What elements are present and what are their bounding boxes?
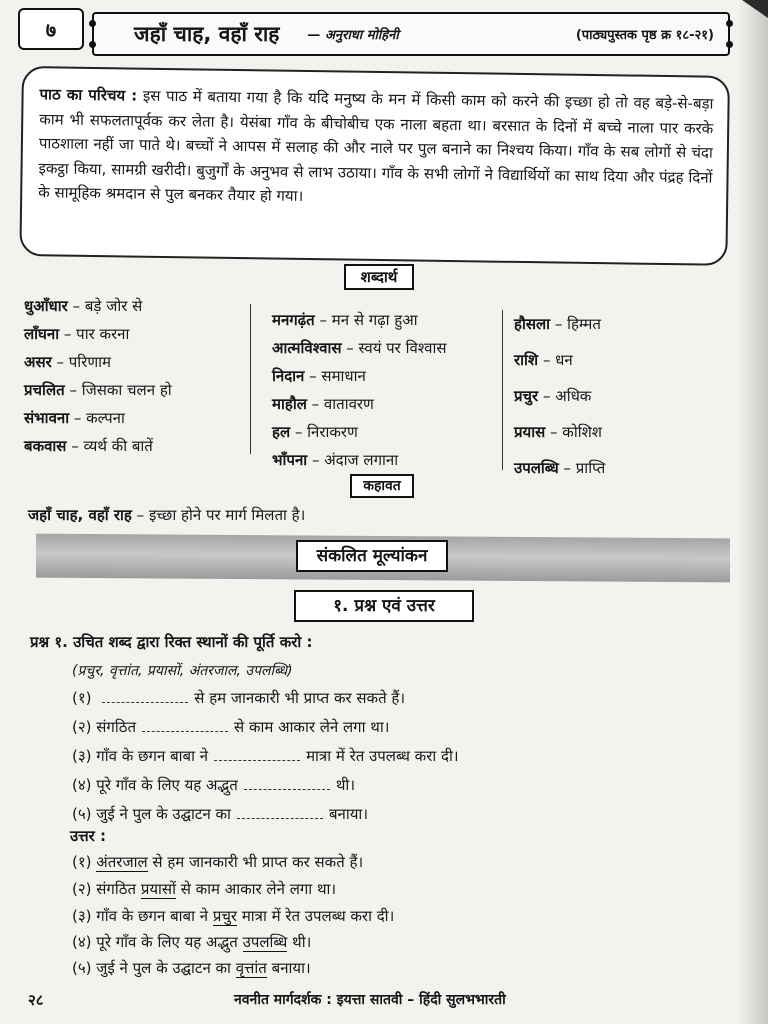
glossary-meaning: – वातावरण	[306, 395, 374, 413]
answer-number: (५)	[72, 959, 92, 977]
question-text: गाँव के छगन बाबा ने	[96, 747, 209, 765]
answer-text: पूरे गाँव के लिए यह अद्भुत	[96, 933, 243, 951]
question-text: जुई ने पुल के उद्घाटन का	[96, 805, 231, 823]
answer-number: (१)	[72, 853, 92, 871]
header-bullet-icon	[89, 41, 96, 48]
glossary-entry	[514, 314, 601, 334]
glossary-meaning: – मन से गढ़ा हुआ	[314, 311, 418, 329]
header-bullet-icon	[726, 41, 733, 48]
fill-blank	[244, 787, 330, 790]
lesson-author: — अनुराधा मोहिनी	[307, 28, 399, 43]
answer-item	[72, 958, 311, 978]
glossary-term: असर	[24, 353, 52, 371]
answer-word: वृत्तांत	[235, 959, 267, 977]
lesson-title: जहाँ चाह, वहाँ राह	[134, 22, 280, 46]
answer-text: थी।	[287, 933, 312, 951]
answer-number: (२)	[72, 880, 92, 898]
glossary-meaning: – पार करना	[59, 325, 130, 343]
glossary-entry	[272, 394, 374, 414]
glossary-entry	[24, 352, 111, 372]
glossary-term: लाँघना	[24, 325, 60, 343]
textbook-page-reference: (पाठ्यपुस्तक पृष्ठ क्र १८-२१)	[575, 28, 714, 43]
question-title: प्रश्न १. उचित शब्द द्वारा रिक्त स्थानों की पूर्ति करो :	[30, 633, 313, 651]
glossary-term: प्रचलित	[24, 381, 65, 399]
question-text: पूरे गाँव के लिए यह अद्भुत	[96, 776, 238, 794]
answer-word: अंतरजाल	[96, 853, 148, 871]
answer-text: से काम आकार लेने लगा था।	[175, 880, 337, 898]
lesson-number-box	[18, 8, 84, 50]
glossary-entry	[24, 380, 172, 400]
proverb-meaning: – इच्छा होने पर मार्ग मिलता है।	[131, 506, 306, 524]
answer-item	[72, 932, 311, 952]
glossary-meaning: – धन	[538, 351, 573, 369]
answer-word: उपलब्धि	[242, 933, 288, 951]
intro-text: इस पाठ में बताया गया है कि यदि मनुष्य के मन में किसी काम को करने की इच्छा हो तो वह बड़े-से-बड़ा काम भी सफलतापूर्वक कर लेता है। येसंबा गाँव के बीचोबीच एक नाला बहता था। बरसात के दिनों में बच्चे नाला पार करके पाठशाला नहीं जा पाते थे। बच्चों ने आपस में सलाह की और नाले पर पुल बनाने का निश्चय किया। गाँव के सब लोगों से चंदा इकट्ठा किया, सामग्री खरीदी। बुजुर्गों के अनुभव से लाभ उठाया। गाँव के सभी लोगों ने विद्यार्थियों का साथ दिया और पंद्रह दिनों के सामूहिक श्रमदान से पुल बनकर तैयार हो गया।	[38, 86, 714, 206]
glossary-term: प्रचुर	[514, 387, 539, 405]
answer-text: गाँव के छगन बाबा ने	[96, 907, 213, 925]
glossary-meaning: – प्राप्ति	[558, 459, 606, 477]
question-number: (४)	[72, 776, 92, 794]
lesson-introduction	[19, 66, 730, 266]
glossary-meaning: – अधिक	[538, 387, 592, 405]
glossary-term: हौसला	[514, 315, 551, 333]
answer-item	[72, 852, 363, 872]
glossary-term: माहौल	[272, 395, 307, 413]
answer-number: (४)	[72, 933, 92, 951]
glossary-term: बकवास	[24, 437, 67, 455]
glossary-entry	[272, 450, 398, 470]
question-number: (५)	[72, 805, 92, 823]
glossary-entry	[514, 386, 591, 406]
proverb-heading-text: कहावत	[363, 478, 401, 494]
glossary-meaning: – बड़े जोर से	[67, 297, 143, 315]
page-number: २८	[28, 991, 44, 1009]
question-text: संगठित	[96, 718, 137, 736]
answer-item	[72, 906, 394, 926]
glossary-term: आत्मविश्वास	[272, 339, 342, 357]
proverb-heading	[350, 474, 414, 498]
question-text: से काम आकार लेने लगा था।	[234, 718, 390, 736]
question-item	[72, 688, 405, 708]
glossary-heading-text: शब्दार्थ	[360, 268, 398, 286]
glossary-entry	[24, 296, 142, 316]
glossary-term: राशि	[514, 351, 539, 369]
question-item	[72, 717, 389, 737]
fill-blank	[102, 700, 188, 703]
glossary-meaning: – अंदाज लगाना	[307, 451, 399, 469]
glossary-entry	[24, 324, 129, 344]
lesson-header	[92, 12, 730, 56]
question-number: (३)	[72, 747, 92, 765]
footer-book-title: नवनीत मार्गदर्शक : इयत्ता सातवी – हिंदी सुलभभारती	[234, 992, 506, 1008]
glossary-meaning: – समाधान	[304, 367, 366, 385]
question-text: से हम जानकारी भी प्राप्त कर सकते हैं।	[194, 689, 406, 707]
fill-blank	[237, 816, 323, 819]
glossary-term: भाँपना	[272, 451, 308, 469]
answer-word: प्रयासों	[140, 880, 176, 898]
intro-label: पाठ का परिचय :	[39, 85, 138, 105]
glossary-meaning: – हिम्मत	[550, 315, 601, 333]
glossary-term: हल	[272, 423, 291, 441]
answer-text: से हम जानकारी भी प्राप्त कर सकते हैं।	[147, 853, 364, 871]
column-divider	[250, 304, 251, 454]
glossary-entry	[272, 366, 366, 386]
header-bullet-icon	[726, 20, 733, 27]
glossary-entry	[514, 350, 573, 370]
glossary-meaning: – व्यर्थ की बातें	[66, 437, 153, 455]
answer-label: उत्तर :	[70, 827, 106, 845]
page-corner	[742, 0, 768, 18]
glossary-entry	[24, 436, 153, 456]
question-item	[72, 746, 459, 766]
question-number: (२)	[72, 718, 92, 736]
question-text: बनाया।	[328, 805, 368, 823]
answer-text: संगठित	[96, 880, 141, 898]
glossary-meaning: – कोशिश	[545, 423, 602, 441]
glossary-entry	[514, 422, 602, 442]
glossary-meaning: – स्वयं पर विश्वास	[341, 339, 447, 357]
glossary-term: धुआँधार	[24, 297, 68, 315]
glossary-meaning: – निराकरण	[290, 423, 358, 441]
glossary-entry	[272, 338, 447, 358]
assessment-heading-text: संकलित मूल्यांकन	[316, 546, 428, 566]
answer-item	[72, 879, 336, 899]
question-text: मात्रा में रेत उपलब्ध करा दी।	[306, 747, 459, 765]
proverb-line	[28, 505, 305, 525]
glossary-meaning: – परिणाम	[51, 353, 112, 371]
glossary-meaning: – कल्पना	[69, 409, 125, 427]
answer-text: जुई ने पुल के उद्घाटन का	[96, 959, 236, 977]
glossary-term: प्रयास	[514, 423, 546, 441]
page-edge-shadow	[738, 0, 768, 1024]
glossary-term: मनगढ़ंत	[272, 311, 315, 329]
glossary-entry	[514, 458, 605, 478]
glossary-term: संभावना	[24, 409, 70, 427]
qa-section-heading	[294, 590, 474, 622]
proverb-term: जहाँ चाह, वहाँ राह	[28, 506, 132, 524]
glossary-term: उपलब्धि	[514, 459, 559, 477]
word-bank: (प्रचुर, वृत्तांत, प्रयासों, अंतरजाल, उपलब्धि)	[72, 663, 293, 679]
lesson-number: ७	[45, 17, 57, 42]
glossary-term: निदान	[272, 367, 305, 385]
header-bullet-icon	[89, 20, 96, 27]
glossary-entry	[24, 408, 125, 428]
answer-text: मात्रा में रेत उपलब्ध करा दी।	[237, 907, 395, 925]
answer-text: बनाया।	[266, 959, 311, 977]
glossary-heading	[344, 264, 414, 290]
question-item	[72, 804, 368, 824]
question-number: (१)	[72, 689, 92, 707]
glossary-entry	[272, 422, 358, 442]
assessment-heading	[296, 540, 448, 572]
answer-word: प्रचुर	[212, 907, 238, 925]
column-divider	[502, 310, 503, 470]
qa-section-heading-text: १. प्रश्न एवं उत्तर	[333, 596, 435, 616]
answer-number: (३)	[72, 907, 92, 925]
glossary-meaning: – जिसका चलन हो	[64, 381, 172, 399]
fill-blank	[142, 729, 228, 732]
glossary-entry	[272, 310, 418, 330]
question-item	[72, 775, 355, 795]
question-text: थी।	[335, 776, 355, 794]
fill-blank	[214, 758, 300, 761]
